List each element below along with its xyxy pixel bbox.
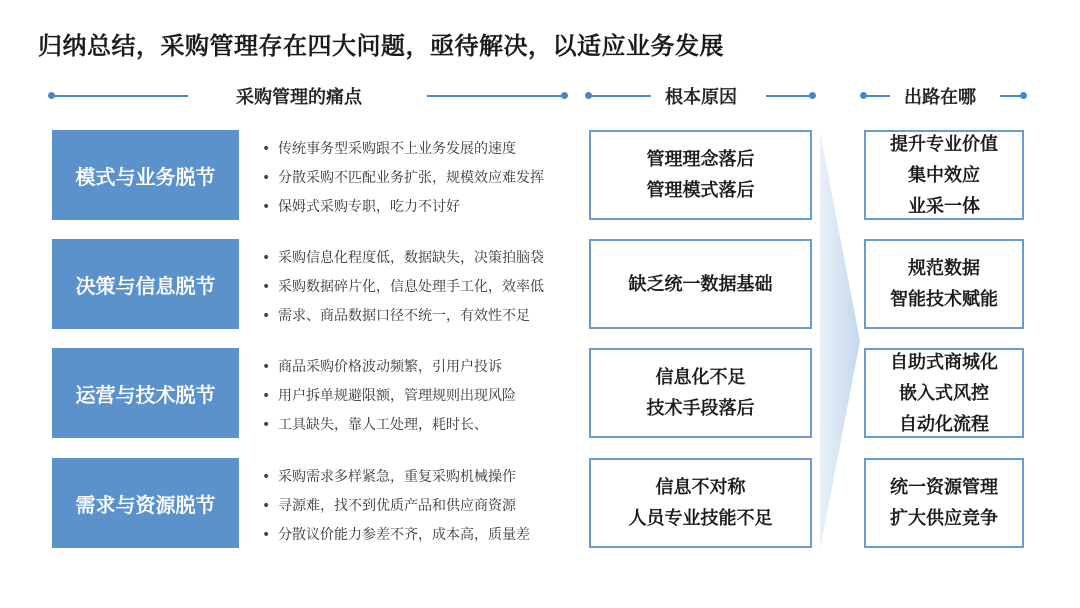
cause-line: 管理理念落后 [646,149,755,170]
header-line [589,95,651,97]
header-line-dot [1020,92,1027,99]
header-line [52,95,188,97]
pain-point-item: • 用户拆单规避限额，管理规则出现风险 [262,382,582,411]
header-pain-points: 采购管理的痛点 [236,87,362,108]
pain-point-item: • 商品采购价格波动频繁，引用户投诉 [262,353,582,382]
pain-point-item: • 分散议价能力参差不齐，成本高，质量差 [262,521,582,550]
cause-line: 技术手段落后 [646,398,755,419]
cause-line: 人员专业技能不足 [628,508,773,529]
solution-line: 扩大供应竞争 [890,508,998,529]
header-line [1000,95,1022,97]
pain-point-item: • 工具缺失，靠人工处理，耗时长、 [262,411,582,440]
category-box: 决策与信息脱节 [52,239,239,329]
cause-line: 信息不对称 [655,477,746,498]
solution-line: 规范数据 [908,258,980,279]
cause-box [589,348,812,438]
header-root-cause: 根本原因 [665,87,737,108]
pain-point-list [262,353,582,440]
pain-point-list [262,463,582,550]
flow-arrow [818,132,862,550]
solution-line: 统一资源管理 [890,477,998,498]
pain-point-item: • 需求、商品数据口径不统一，有效性不足 [262,302,582,331]
solution-box [864,239,1024,329]
pain-point-item: • 采购数据碎片化，信息处理手工化，效率低 [262,273,582,302]
header-solution: 出路在哪 [904,87,976,108]
pain-point-item: • 保姆式采购专职，吃力不讨好 [262,193,582,222]
solution-line: 自动化流程 [899,413,989,435]
pain-point-item: • 采购信息化程度低，数据缺失，决策拍脑袋 [262,244,582,273]
solution-line: 集中效应 [908,164,980,186]
solution-line: 提升专业价值 [890,133,998,155]
category-box: 模式与业务脱节 [52,130,239,220]
header-line-dot [809,92,816,99]
cause-line: 信息化不足 [655,367,746,388]
pain-point-item: • 分散采购不匹配业务扩张，规模效应难发挥 [262,164,582,193]
cause-box [589,458,812,548]
cause-box [589,130,812,220]
pain-point-list [262,244,582,331]
solution-line: 智能技术赋能 [890,289,998,310]
solution-line: 自助式商城化 [890,351,998,373]
cause-box [589,239,812,329]
pain-point-item: • 寻源难，找不到优质产品和供应商资源 [262,492,582,521]
solution-line: 业采一体 [908,195,980,217]
cause-line: 管理模式落后 [646,180,755,201]
cause-line: 缺乏统一数据基础 [628,273,773,295]
header-line [427,95,563,97]
solution-line: 嵌入式风控 [899,382,989,404]
header-line-dot [561,92,568,99]
category-box: 运营与技术脱节 [52,348,239,438]
solution-box [864,458,1024,548]
solution-box [864,130,1024,220]
pain-point-item: • 采购需求多样紧急，重复采购机械操作 [262,463,582,492]
header-line [766,95,812,97]
page-title: 归纳总结，采购管理存在四大问题，亟待解决，以适应业务发展 [38,32,724,60]
category-box: 需求与资源脱节 [52,458,239,548]
solution-box [864,348,1024,438]
pain-point-item: • 传统事务型采购跟不上业务发展的速度 [262,135,582,164]
header-line [864,95,890,97]
pain-point-list [262,135,582,222]
